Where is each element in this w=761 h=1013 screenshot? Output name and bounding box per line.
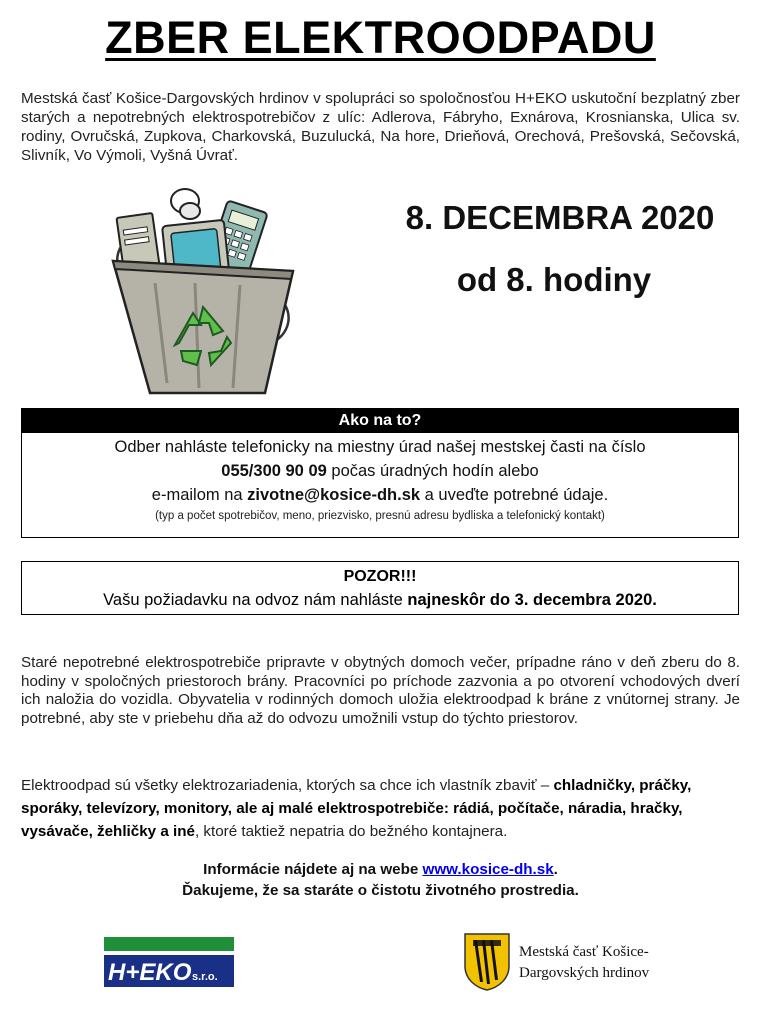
- municipality-name-line-2: Dargovských hrdinov: [519, 965, 650, 981]
- how-to-heading: Ako na to?: [22, 409, 738, 433]
- how-to-line-3: [22, 483, 738, 507]
- info-block: [0, 859, 761, 901]
- info-line-2: Ďakujeme, že sa staráte o čistotu životného prostredia.: [182, 882, 579, 899]
- recycle-bin-electronics-icon: [95, 183, 310, 405]
- info-line-1-pre: Informácie nájdete aj na webe: [203, 861, 423, 878]
- collection-date: 8. DECEMBRA 2020: [405, 199, 715, 236]
- title-text: ZBER ELEKTROODPADU: [105, 12, 656, 63]
- definition-pre: Elektroodpad sú všetky elektrozariadenia, ktorých sa chce ich vlastník zbaviť –: [21, 777, 554, 794]
- definition-post: , ktoré taktiež nepatria do bežného kontajnera.: [194, 823, 508, 840]
- info-line-1: [0, 859, 761, 880]
- heko-logo: [104, 937, 234, 987]
- email-address: zivotne@kosice-dh.sk: [247, 486, 421, 504]
- how-to-note: (typ a počet spotrebičov, meno, priezvisko, presnú adresu bydliska a telefonický kontakt): [155, 510, 605, 522]
- heko-suffix: s.r.o.: [192, 971, 218, 983]
- definition-items: chladničky, práčky, sporáky, televízory, monitory, ale aj malé elektrospotrebiče: rádiá, počítače, náradia, hračky, vysávače, žehličky a iné: [21, 777, 692, 840]
- website-link[interactable]: www.kosice-dh.sk: [422, 861, 554, 878]
- page-title: [0, 12, 761, 64]
- warning-text-pre: Vašu požiadavku na odvoz nám nahláste: [103, 591, 408, 609]
- municipality-name-line-1: Mestská časť Košice-: [519, 944, 649, 960]
- phone-number: 055/300 90 09: [221, 462, 327, 480]
- warning-heading: POZOR!!!: [343, 568, 417, 585]
- collection-time: od 8. hodiny: [456, 261, 652, 298]
- how-to-box: [21, 408, 739, 538]
- definition-paragraph: [21, 774, 740, 843]
- heko-logo-text: H+EKO: [108, 959, 192, 986]
- warning-box: [21, 561, 739, 615]
- warning-text: [22, 589, 738, 611]
- coat-of-arms-icon: [463, 932, 511, 992]
- how-to-line-3-pre: e-mailom na: [151, 486, 248, 504]
- intro-paragraph: Mestská časť Košice-Dargovských hrdinov v spolupráci so spoločnosťou H+EKO uskutoční bezplatný zber starých a nepotrebných elektrospotrebičov z ulíc: Adlerova, Fábryho, Exnárova, Krosnianska, Ulica sv. rodiny, Ovručská, Zupkova, Charkovská, Buzulucká, Na hore, Drieňová, Orechová, Prešovská, Sečovská, Slivník, Vo Výmoli, Vyšná Úvrať.: [21, 90, 740, 164]
- how-to-line-3-post: a uveďte potrebné údaje.: [420, 486, 609, 504]
- municipality-name: [519, 942, 739, 984]
- how-to-line-2: [22, 459, 738, 483]
- how-to-line-2-text: počas úradných hodín alebo: [326, 462, 539, 480]
- instructions-paragraph: Staré nepotrebné elektrospotrebiče pripravte v obytných domoch večer, prípadne ráno v deň zberu do 8. hodiny v spoločných priestoroch brány. Pracovníci po príchode zazvonia a po otvorení vchodových dverí ich naložia do vozidla. Obyvatelia v rodinných domoch uložia elektroodpad k bráne z vnútornej strany. Je potrebné, aby ste v priebehu dňa až do odvozu umožnili vstup do týchto priestorov.: [21, 654, 740, 727]
- info-line-1-post: .: [553, 861, 558, 878]
- warning-deadline: najneskôr do 3. decembra 2020.: [407, 591, 657, 609]
- how-to-line-1: Odber nahláste telefonicky na miestny úrad našej mestskej časti na číslo: [114, 438, 646, 456]
